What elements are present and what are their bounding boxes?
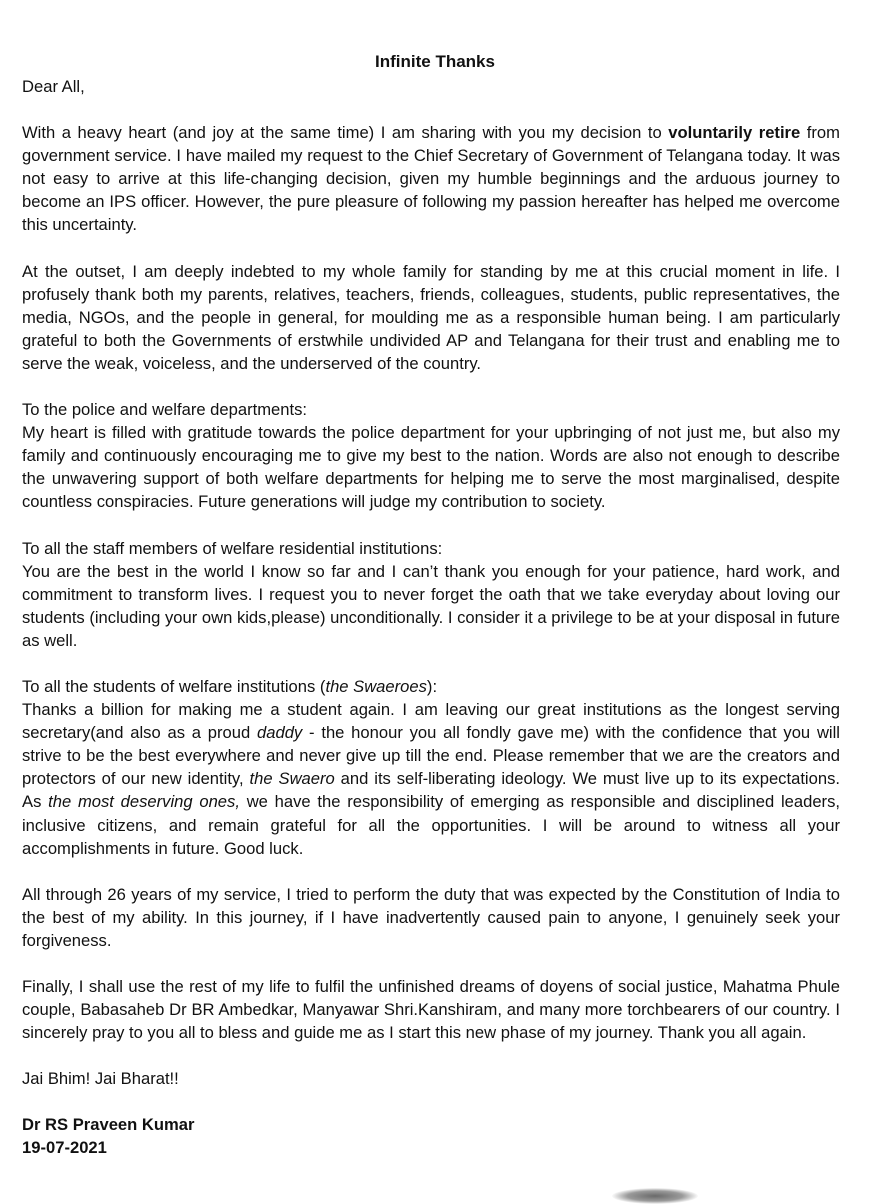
signature-name: Dr RS Praveen Kumar [22,1115,195,1135]
paragraph-service: All through 26 years of my service, I tried to perform the duty that was expected by the Constitution of India to the best of my ability. In this journey, if I have inadvertently caused pain to anyone, I genuinely seek your forgiveness. [22,884,840,950]
paragraph-gratitude: At the outset, I am deeply indebted to my whole family for standing by me at this crucial moment in life. I profusely thank both my parents, relatives, teachers, friends, colleagues, students, public representatives, the media, NGOs, and the people in general, for moulding me as a responsible human being. I am particularly grateful to both the Governments of erstwhile undivided AP and Telangana for their trust and enabling me to serve the weak, voiceless, and the underserved of the country. [22,261,840,373]
greeting: Dear All, [22,77,85,96]
emphasis-voluntarily-retire: voluntarily retire [668,123,801,143]
paragraph-text: - the honour you all fondly gave me) with the confidence that you will strive to be the best everywhere and never give up till the end. Please remember that we are the creators and protectors of our new identity, [22,723,840,789]
paragraph-retirement [22,121,840,236]
italic-daddy: daddy [257,723,303,743]
letter-title: Infinite Thanks [375,52,495,71]
heading-staff-members: To all the staff members of welfare residential institutions: [22,538,443,558]
ink-smudge [612,1188,698,1204]
heading-students [22,675,840,698]
heading-police-welfare: To the police and welfare departments: [22,400,308,420]
paragraph-students [22,698,840,860]
paragraph-text: we have the responsibility of emerging as responsible and disciplined leaders, inclusive citizens, and remain grateful for all the opportunities. I will be around to witness all your accomplishments in future. Good luck. [22,792,840,858]
heading-text: To all the students of welfare institutions ( [22,676,326,696]
paragraph-text: Thanks a billion for making me a student again. I am leaving our great institutions as the longest serving secretary(and also as a proud [22,700,840,743]
signature-date: 19-07-2021 [22,1138,107,1158]
italic-deserving: the most deserving ones, [48,792,240,812]
closing-line: Jai Bhim! Jai Bharat!! [22,1069,179,1089]
paragraph-future: Finally, I shall use the rest of my life to fulfil the unfinished dreams of doyens of social justice, Mahatma Phule couple, Babasaheb Dr BR Ambedkar, Manyawar Shri.Kanshiram, and many more torchbearers of our country. I sincerely pray to you all to bless and guide me as I start this new phase of my journey. Thank you all again. [22,977,840,1043]
italic-swaeroes: the Swaeroes [325,676,427,696]
paragraph-text: and its self-liberating ideology. We must live up to its expectations. As [22,769,840,812]
letter-body [22,50,840,1160]
paragraph-police-welfare: My heart is filled with gratitude towards the police department for your upbringing of not just me, but also my family and continuously encouraging me to give my best to the nation. Words are also not enough to describe the unwavering support of both welfare departments for helping me to serve the most marginalised, despite countless conspiracies. Future generations will judge my contribution to society. [22,423,840,512]
paragraph-text: from government service. I have mailed my request to the Chief Secretary of Government of Telangana today. It was not easy to arrive at this life-changing decision, given my humble beginnings and the arduous journey to become an IPS officer. However, the pure pleasure of following my passion hereafter has helped me overcome this uncertainty. [22,123,840,235]
paragraph-text: With a heavy heart (and joy at the same time) I am sharing with you my decision to [22,123,669,143]
paragraph-staff-members: You are the best in the world I know so far and I can’t thank you enough for your patience, hard work, and commitment to transform lives. I request you to never forget the oath that we take everyday about loving our students (including your own kids,please) unconditionally. I consider it a privilege to be at your disposal in future as well. [22,561,840,650]
italic-swaero: the Swaero [249,769,335,789]
heading-text: ): [426,676,438,696]
